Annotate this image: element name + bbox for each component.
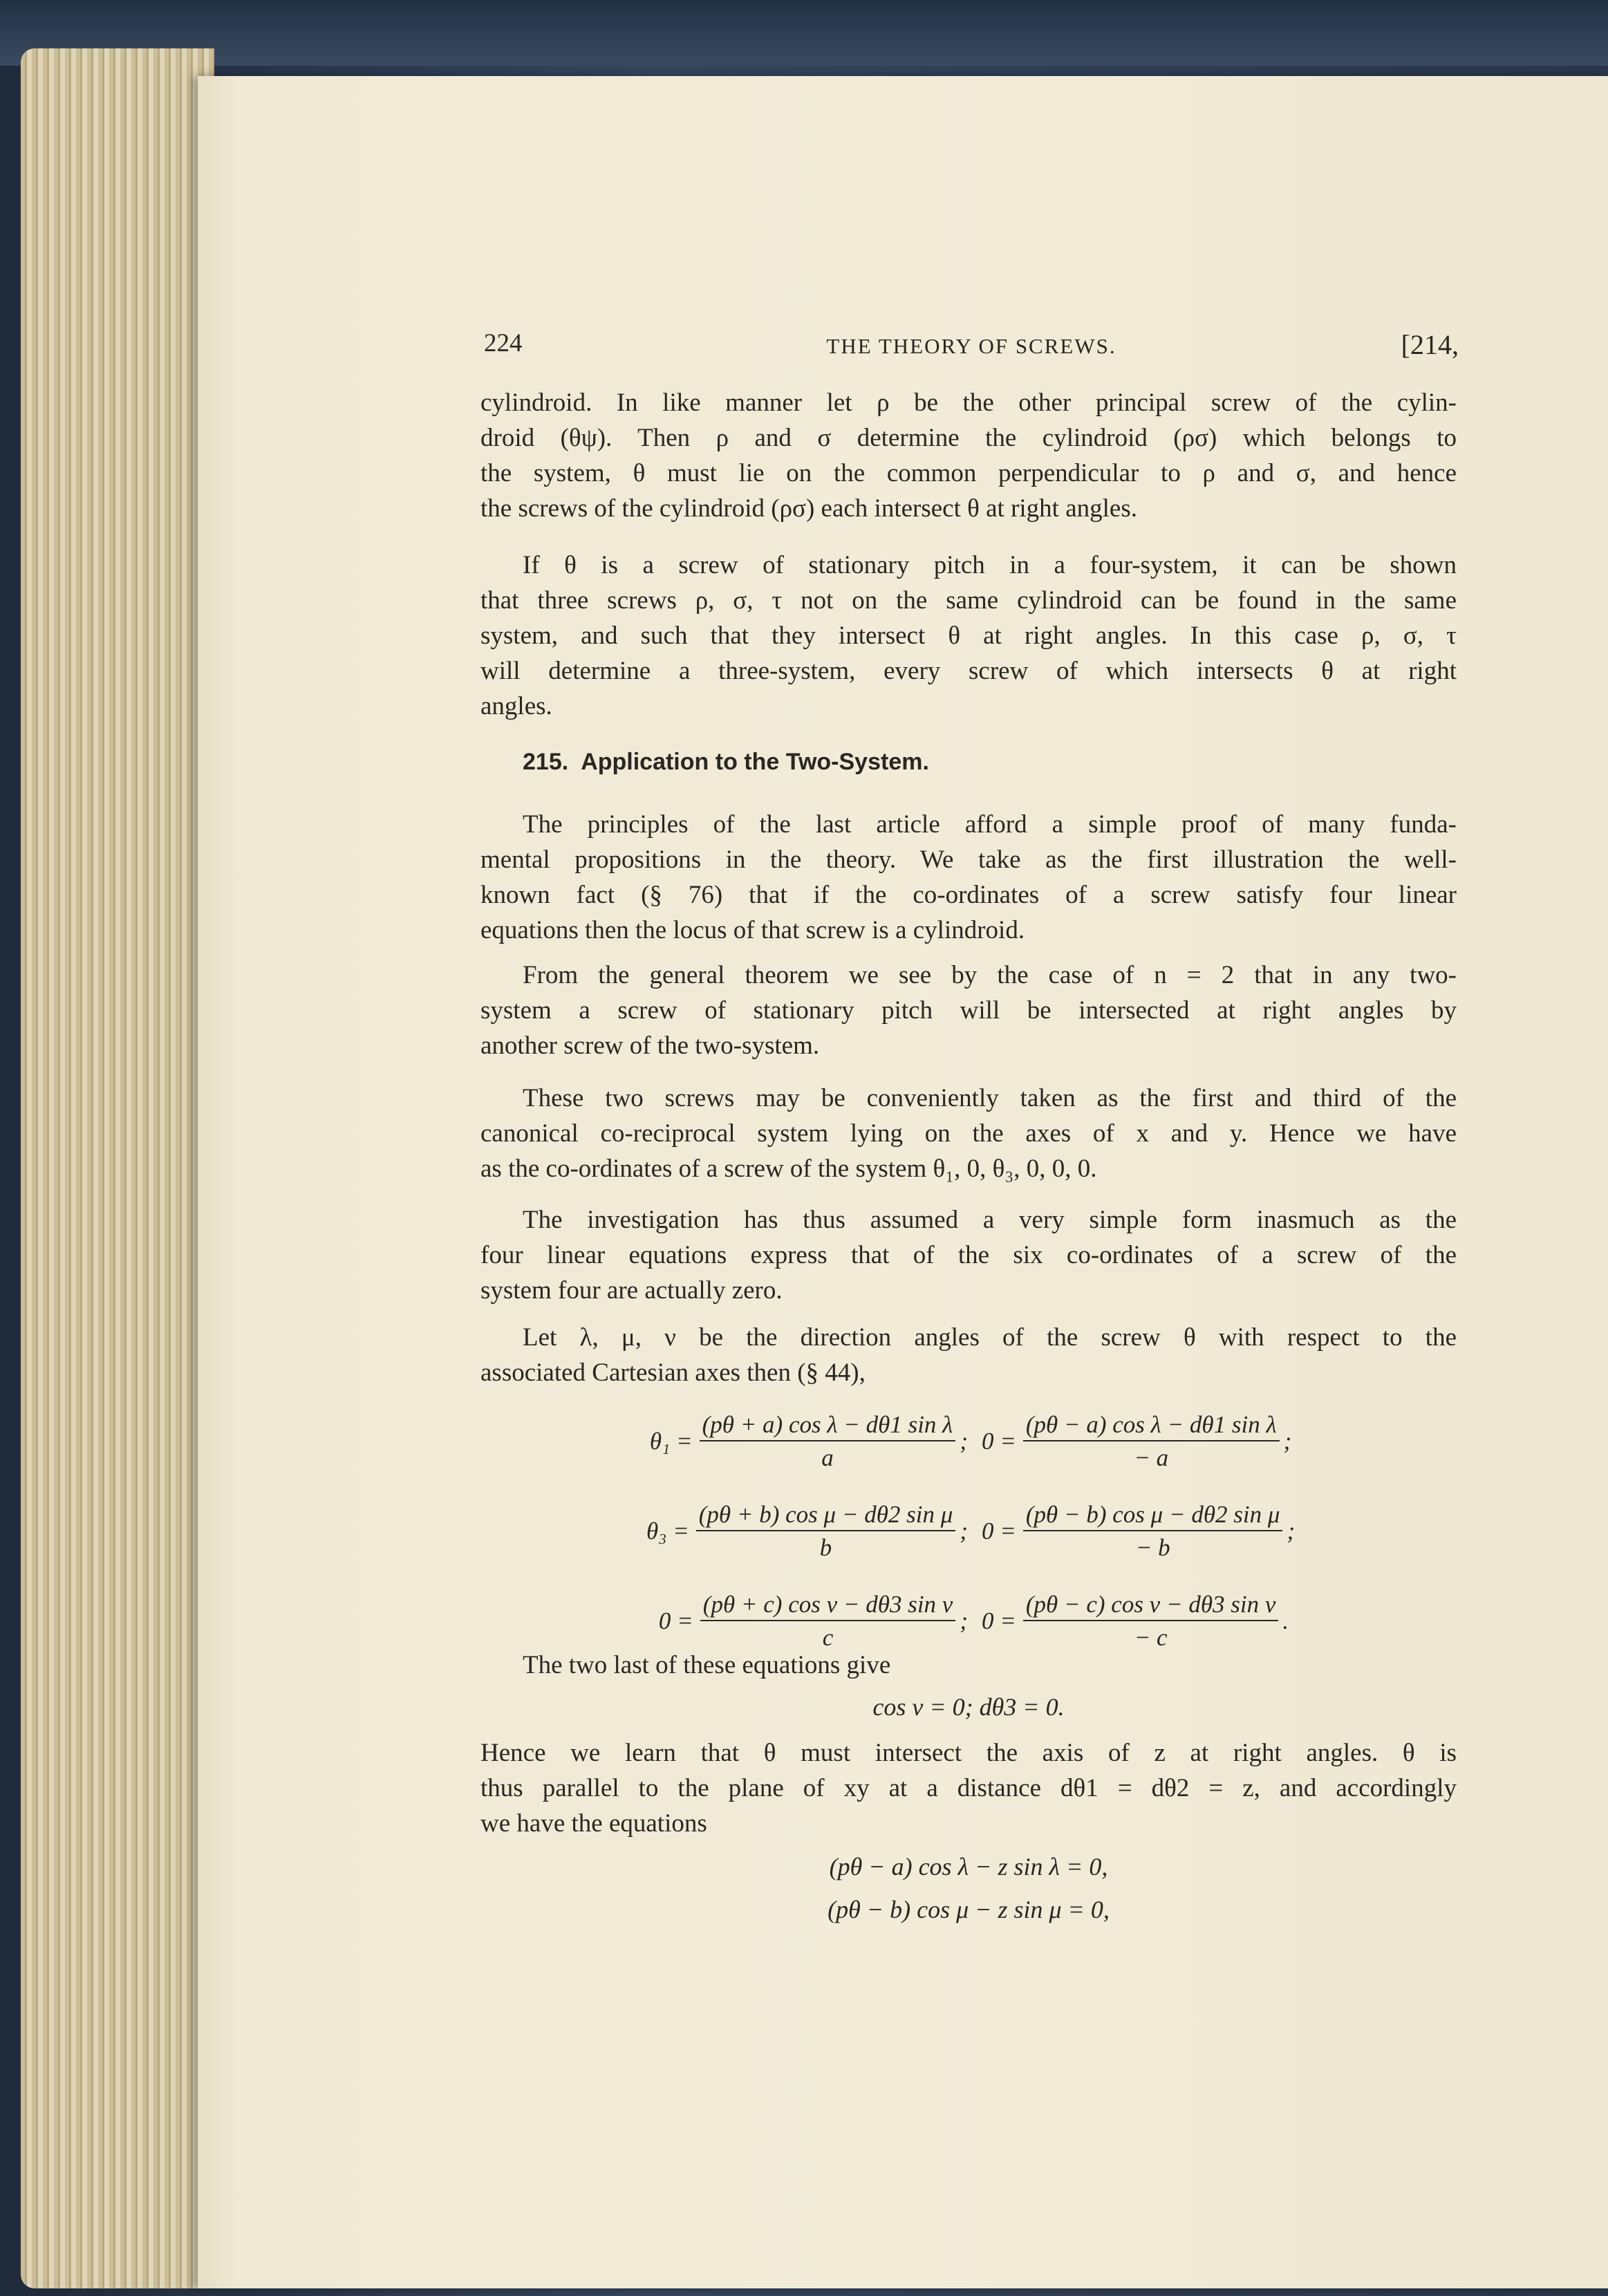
text-line: mental propositions in the theory. We take as the first illustration the well- [480, 846, 1457, 874]
fraction [700, 1411, 956, 1472]
denominator: a [821, 1444, 834, 1471]
paragraph [480, 1081, 1457, 1186]
paragraph [480, 1320, 1457, 1390]
text-line: These two screws may be conveniently taken as the first and third of the [523, 1084, 1457, 1112]
section-title: Application to the Two-System. [581, 749, 929, 775]
punctuation: ; [960, 1518, 968, 1544]
text-line: The principles of the last article afford a simple proof of many funda- [523, 810, 1457, 839]
paragraph [480, 1648, 1457, 1683]
text-line: canonical co-reciprocal system lying on the axes of x and y. Hence we have [480, 1119, 1457, 1148]
result-equation: cos ν = 0; dθ3 = 0. [872, 1693, 1065, 1721]
text-line: droid (θψ). Then ρ and σ determine the cylindroid (ρσ) which belongs to [480, 424, 1457, 452]
text-line: Hence we learn that θ must intersect the axis of z at right angles. θ is [480, 1739, 1457, 1767]
text-line: system a screw of stationary pitch will be intersected at right angles by [480, 996, 1457, 1025]
text-line: that three screws ρ, σ, τ not on the same cylindroid can be found in the same [480, 586, 1457, 615]
text-line: the system, θ must lie on the common perpendicular to ρ and σ, and hence [480, 459, 1457, 487]
equation-lhs: 0 = [982, 1428, 1016, 1455]
text-line: as the co-ordinates of a screw of the system θ₁, 0, θ₃, 0, 0, 0. [480, 1155, 1097, 1183]
text-line: we have the equations [480, 1809, 707, 1838]
section-heading [523, 749, 942, 776]
text-line: From the general theorem we see by the case of n = 2 that in any two- [523, 961, 1457, 989]
equation-lhs: θ₁ = [649, 1428, 693, 1455]
numerator: (pθ + a) cos λ − dθ1 sin λ [700, 1411, 956, 1441]
text-line: If θ is a screw of stationary pitch in a four-system, it can be shown [523, 551, 1457, 579]
denominator: − b [1135, 1534, 1170, 1561]
denominator: c [822, 1624, 834, 1651]
numerator: (pθ − a) cos λ − dθ1 sin λ [1023, 1411, 1280, 1441]
text-line: angles. [480, 692, 552, 720]
text-line: equations then the locus of that screw is a cylindroid. [480, 916, 1025, 944]
paragraph [480, 385, 1457, 526]
text-line: known fact (§ 76) that if the co-ordinates of a screw satisfy four linear [480, 881, 1457, 909]
equation [982, 1591, 1289, 1652]
equation [982, 1501, 1295, 1562]
text-line: four linear equations express that of the six co-ordinates of a screw of the [480, 1241, 1457, 1269]
equation-row [525, 1397, 1479, 1486]
paragraph [480, 548, 1457, 724]
text-line: will determine a three-system, every screw of which intersects θ at right [480, 657, 1457, 685]
fraction [1023, 1411, 1280, 1472]
section-reference: [214, [1401, 329, 1459, 360]
book-spine-edge [0, 0, 1608, 66]
numerator: (pθ − b) cos μ − dθ2 sin μ [1023, 1501, 1283, 1531]
punctuation: ; [1283, 1428, 1292, 1455]
final-equation: (pθ − a) cos λ − z sin λ = 0, [829, 1853, 1108, 1880]
equation [982, 1411, 1291, 1472]
punctuation: ; [960, 1607, 968, 1634]
punctuation: . [1282, 1607, 1289, 1634]
numerator: (pθ + c) cos ν − dθ3 sin ν [700, 1591, 956, 1621]
paragraph [480, 958, 1457, 1063]
equation-lhs: 0 = [658, 1607, 693, 1634]
punctuation: ; [1287, 1518, 1296, 1544]
paragraph [480, 807, 1457, 948]
fraction [696, 1501, 956, 1562]
text-line: the screws of the cylindroid (ρσ) each intersect θ at right angles. [480, 494, 1137, 523]
fraction [1023, 1591, 1279, 1652]
running-header [484, 328, 1459, 370]
text-line: Let λ, μ, ν be the direction angles of the screw θ with respect to the [523, 1323, 1457, 1352]
fraction [700, 1591, 956, 1652]
equation [525, 1411, 968, 1472]
page-edges [21, 48, 214, 2288]
text-line: another screw of the two-system. [480, 1032, 820, 1060]
equation [525, 1501, 968, 1562]
paragraph [480, 1202, 1457, 1308]
fraction [1023, 1501, 1283, 1562]
text-line: system four are actually zero. [480, 1276, 783, 1305]
numerator: (pθ − c) cos ν − dθ3 sin ν [1023, 1591, 1279, 1621]
text-line: cylindroid. In like manner let ρ be the other principal screw of the cylin- [480, 389, 1457, 417]
paragraph [480, 1735, 1457, 1841]
running-title: THE THEORY OF SCREWS. [826, 334, 1116, 358]
equation-lhs: θ₃ = [646, 1518, 689, 1544]
denominator: − a [1134, 1444, 1169, 1471]
numerator: (pθ + b) cos μ − dθ2 sin μ [696, 1501, 956, 1531]
text-line: associated Cartesian axes then (§ 44), [480, 1359, 866, 1387]
punctuation: ; [960, 1428, 968, 1455]
equation-block [525, 1397, 1479, 1666]
section-number: 215. [523, 749, 569, 775]
text-line: The two last of these equations give [523, 1651, 891, 1679]
final-equation: (pθ − b) cos μ − z sin μ = 0, [828, 1896, 1110, 1923]
denominator: b [819, 1534, 832, 1561]
denominator: − c [1134, 1624, 1168, 1651]
equation-row [525, 1486, 1479, 1576]
equation-lhs: 0 = [982, 1518, 1016, 1544]
text-line: thus parallel to the plane of xy at a distance dθ1 = dθ2 = z, and accordingly [480, 1774, 1457, 1802]
text-line: system, and such that they intersect θ at right angles. In this case ρ, σ, τ [480, 622, 1457, 650]
text-line: The investigation has thus assumed a very simple form inasmuch as the [523, 1206, 1457, 1234]
equation-lhs: 0 = [982, 1607, 1016, 1634]
page-number: 224 [484, 329, 523, 357]
equation [525, 1591, 968, 1652]
